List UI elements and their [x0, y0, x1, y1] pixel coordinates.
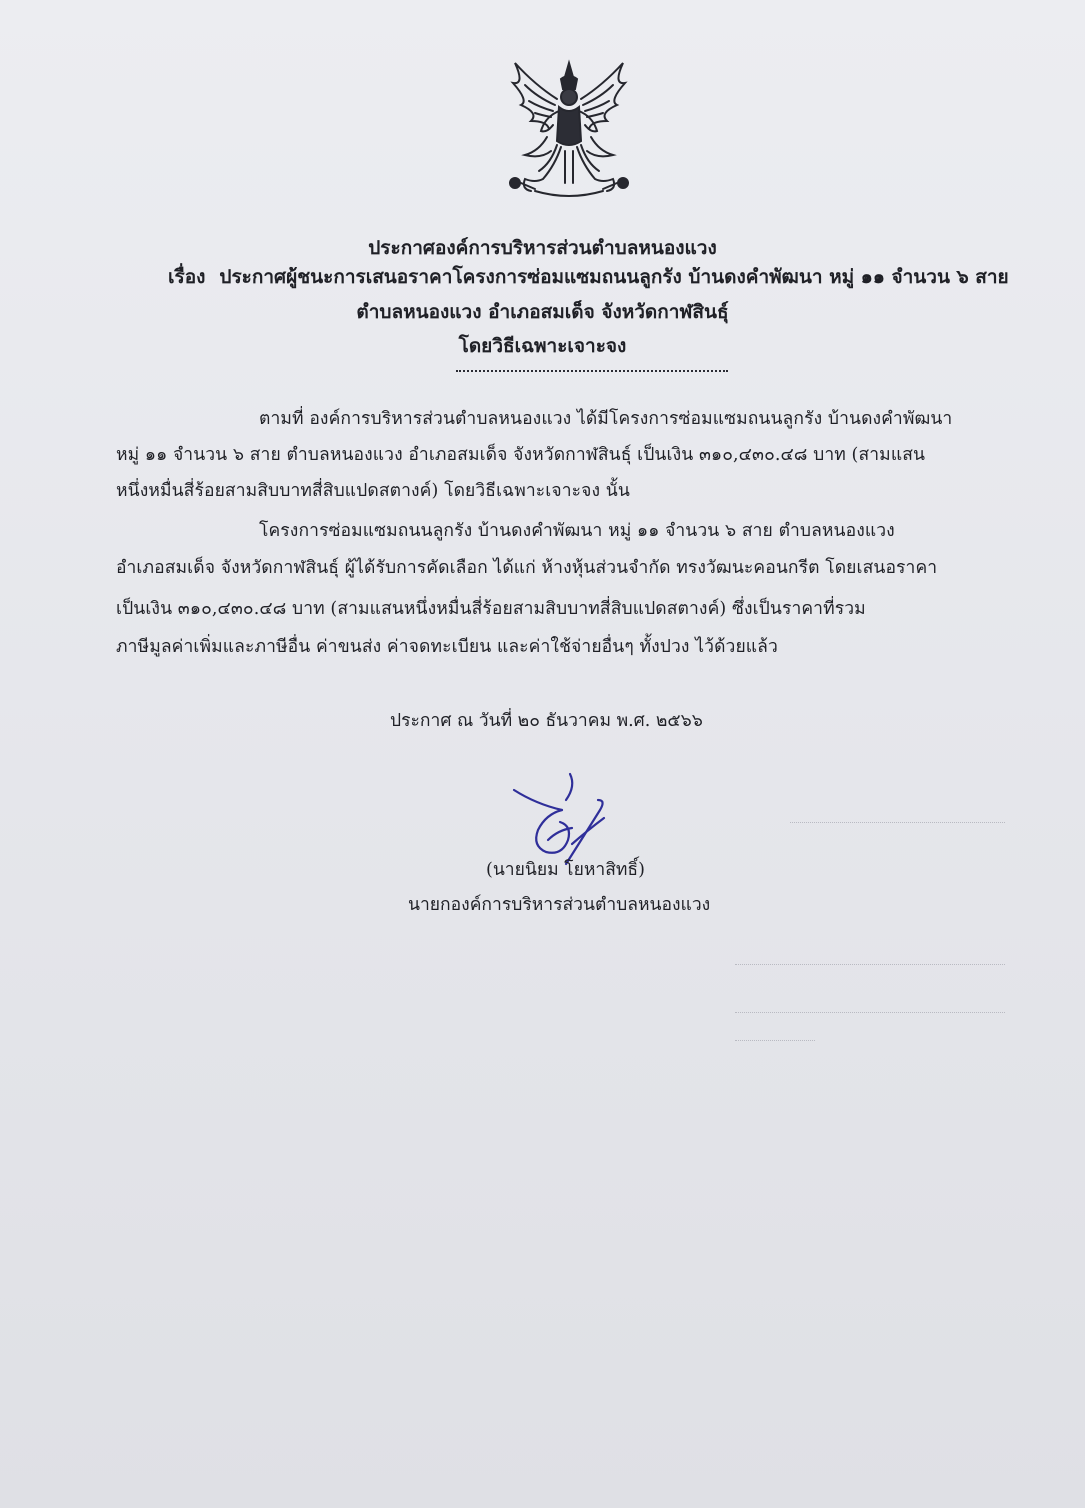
garuda-emblem-icon	[495, 55, 643, 205]
paragraph2-line: อำเภอสมเด็จ จังหวัดกาฬสินธุ์ ผู้ได้รับการคัดเลือก ได้แก่ ห้างหุ้นส่วนจำกัด ทรงวัฒนะคอนกรีต โดยเสนอราคา	[116, 558, 938, 578]
paragraph1-line: หมู่ ๑๑ จำนวน ๖ สาย ตำบลหนองแวง อำเภอสมเด็จ จังหวัดกาฬสินธุ์ เป็นเงิน ๓๑๐,๔๓๐.๔๘ บาท (สามแสน	[116, 445, 926, 465]
header-divider	[456, 370, 728, 372]
subject-label: เรื่อง	[168, 266, 206, 288]
paragraph2-line: ภาษีมูลค่าเพิ่มและภาษีอื่น ค่าขนส่ง ค่าจดทะเบียน และค่าใช้จ่ายอื่นๆ ทั้งปวง ไว้ด้วยแล้ว	[116, 637, 778, 657]
showthrough-mark	[735, 964, 1005, 965]
paragraph1-line: ตามที่ องค์การบริหารส่วนตำบลหนองแวง ได้มีโครงการซ่อมแซมถนนลูกรัง บ้านดงคำพัฒนา	[259, 409, 953, 429]
subject-location: ตำบลหนองแวง อำเภอสมเด็จ จังหวัดกาฬสินธุ์	[356, 301, 729, 323]
procurement-method: โดยวิธีเฉพาะเจาะจง	[458, 335, 627, 357]
paragraph2-line: โครงการซ่อมแซมถนนลูกรัง บ้านดงคำพัฒนา หมู่ ๑๑ จำนวน ๖ สาย ตำบลหนองแวง	[259, 521, 895, 541]
showthrough-mark	[735, 1040, 815, 1041]
paragraph2-line: เป็นเงิน ๓๑๐,๔๓๐.๔๘ บาท (สามแสนหนึ่งหมื่นสี่ร้อยสามสิบบาทสี่สิบแปดสตางค์) ซึ่งเป็นราคาที่รวม	[116, 599, 866, 619]
paragraph1-line: หนึ่งหมื่นสี่ร้อยสามสิบบาทสี่สิบแปดสตางค์) โดยวิธีเฉพาะเจาะจง นั้น	[116, 481, 630, 501]
announcement-header: ประกาศองค์การบริหารส่วนตำบลหนองแวง	[368, 237, 717, 259]
signer-name: (นายนิยม โยหาสิทธิ์)	[486, 860, 645, 880]
subject-text: ประกาศผู้ชนะการเสนอราคาโครงการซ่อมแซมถนนลูกรัง บ้านดงคำพัฒนา หมู่ ๑๑ จำนวน ๖ สาย	[219, 266, 1009, 288]
announcement-date: ประกาศ ณ วันที่ ๒๐ ธันวาคม พ.ศ. ๒๕๖๖	[390, 711, 703, 731]
showthrough-mark	[735, 1012, 1005, 1013]
showthrough-mark	[790, 822, 1005, 823]
signer-title: นายกองค์การบริหารส่วนตำบลหนองแวง	[408, 895, 711, 915]
subject-line	[168, 262, 1009, 292]
